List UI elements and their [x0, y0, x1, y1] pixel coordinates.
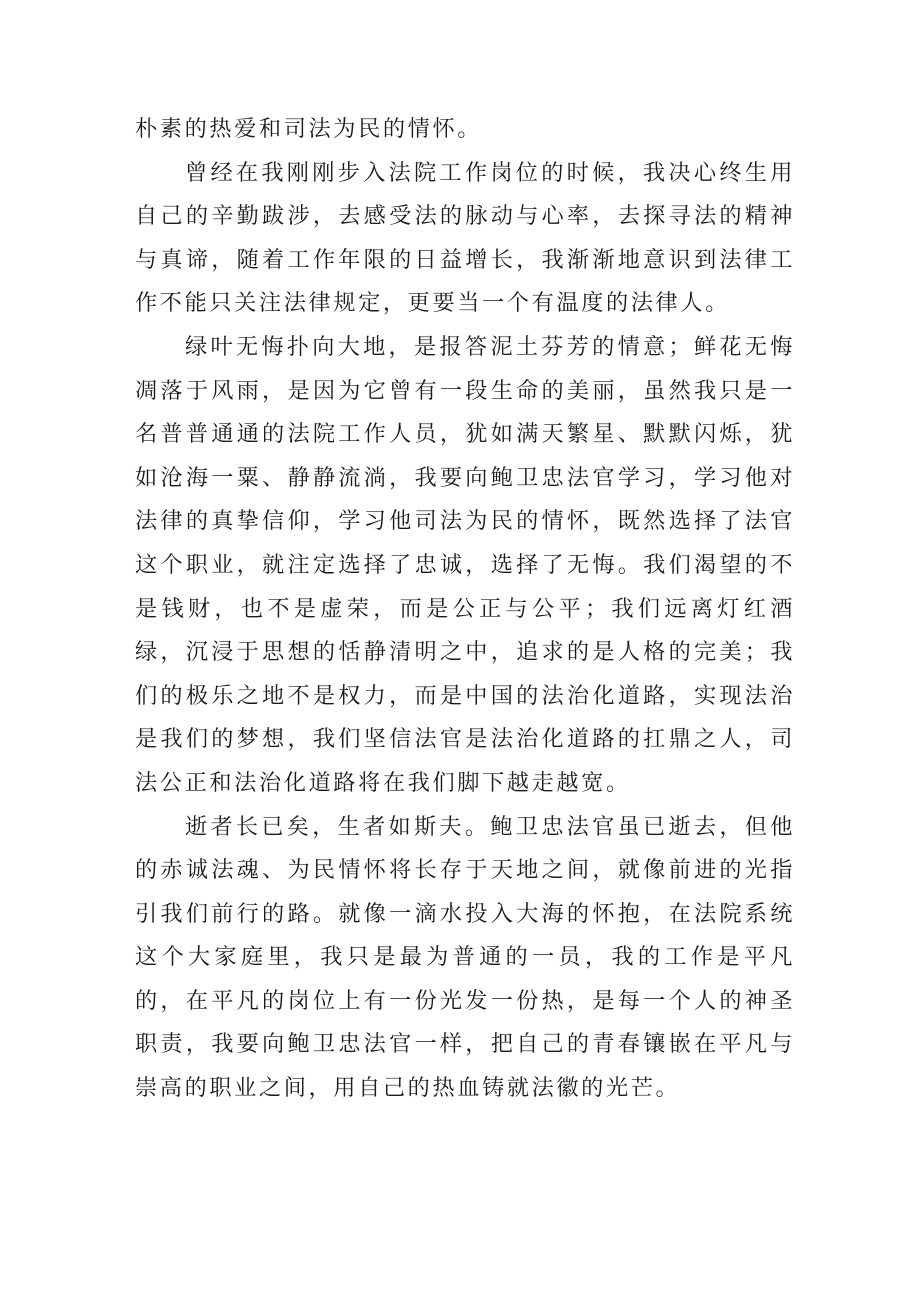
paragraph-learning-from-judge: 绿叶无悔扑向大地，是报答泥土芬芳的情意；鲜花无悔凋落于风雨，是因为它曾有一段生命的美丽，虽然我只是一名普普通通的法院工作人员，犹如满天繁星、默默闪烁，犹如沧海一粟、静静流淌，我要向鲍卫忠法官学习，学习他对法律的真挚信仰，学习他司法为民的情怀，既然选择了法官这个职业，就注定选择了忠诚，选择了无悔。我们渴望的不是钱财，也不是虚荣，而是公正与公平；我们远离灯红酒绿，沉浸于思想的恬静清明之中，追求的是人格的完美；我们的极乐之地不是权力，而是中国的法治化道路，实现法治是我们的梦想，我们坚信法官是法治化道路的扛鼎之人，司法公正和法治化道路将在我们脚下越走越宽。	[135, 333, 795, 796]
document-body	[135, 108, 795, 1111]
paragraph-court-career: 曾经在我刚刚步入法院工作岗位的时候，我决心终生用自己的辛勤跋涉，去感受法的脉动与心率，去探寻法的精神与真谛，随着工作年限的日益增长，我渐渐地意识到法律工作不能只关注法律规定，更要当一个有温度的法律人。	[135, 159, 795, 317]
paragraph-continuation: 朴素的热爱和司法为民的情怀。	[135, 116, 483, 142]
paragraph-tribute: 逝者长已矣，生者如斯夫。鲍卫忠法官虽已逝去，但他的赤诚法魂、为民情怀将长存于天地之间，就像前进的光指引我们前行的路。就像一滴水投入大海的怀抱，在法院系统这个大家庭里，我只是最为普通的一员，我的工作是平凡的，在平凡的岗位上有一份光发一份热，是每一个人的神圣职责，我要向鲍卫忠法官一样，把自己的青春镶嵌在平凡与崇高的职业之间，用自己的热血铸就法徽的光芒。	[135, 813, 795, 1102]
